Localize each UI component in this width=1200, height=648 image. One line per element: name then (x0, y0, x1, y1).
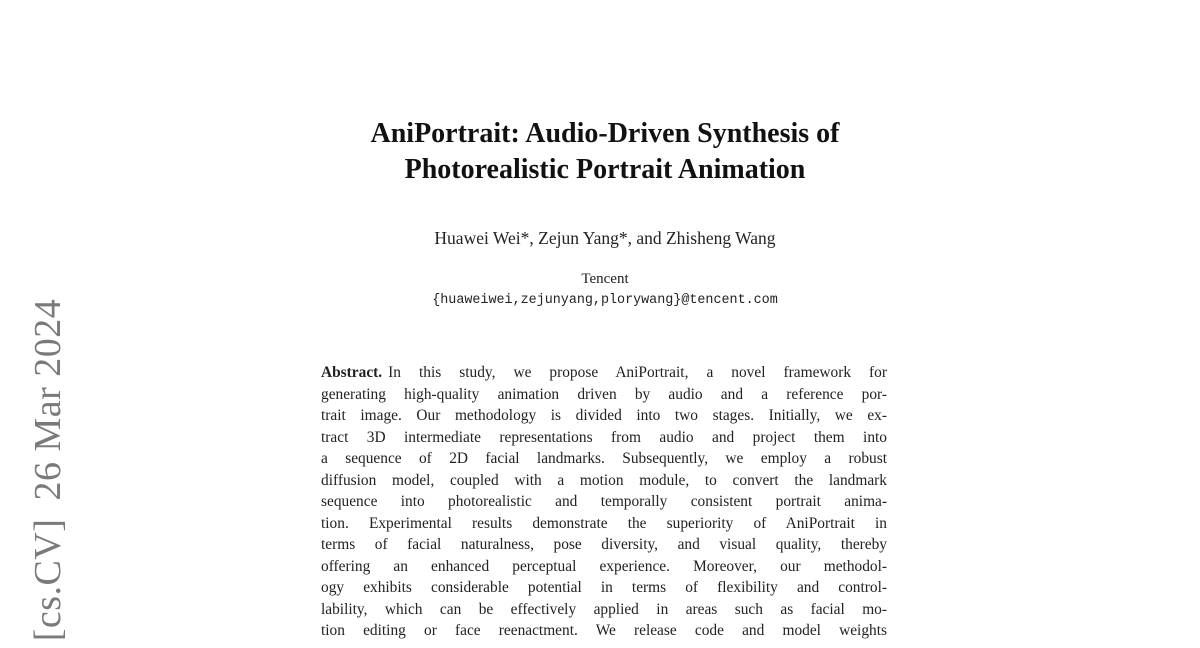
abstract-line: generating high-quality animation driven by audio and a reference por- (321, 385, 887, 403)
abstract-line: terms of facial naturalness, pose diversity, and visual quality, thereby (321, 536, 887, 553)
abstract-line: tion editing or face reenactment. We release code and model weights (321, 622, 887, 639)
arxiv-stamp (26, 299, 70, 642)
abstract (321, 362, 887, 642)
abstract-line: ogy exhibits considerable potential in terms of flexibility and control- (321, 579, 887, 596)
abstract-line: a sequence of 2D facial landmarks. Subsequently, we employ a robust (321, 450, 887, 467)
title-line: Photorealistic Portrait Animation (404, 154, 806, 185)
abstract-line-text: In this study, we propose AniPortrait, a novel framework for (388, 364, 887, 381)
abstract-line: diffusion model, coupled with a motion module, to convert the landmark (321, 471, 887, 489)
author-list: Huawei Wei*, Zejun Yang*, and Zhisheng Wang (434, 228, 776, 248)
abstract-heading: Abstract. (321, 364, 383, 381)
abstract-line: tion. Experimental results demonstrate the superiority of AniPortrait in (321, 514, 887, 532)
abstract-line: tract 3D intermediate representations from audio and project them into (321, 428, 887, 446)
arxiv-date: 26 Mar 2024 (27, 298, 69, 501)
abstract-line: offering an enhanced perceptual experience. Moreover, our methodol- (321, 557, 887, 575)
arxiv-category: [cs.CV] (27, 518, 69, 642)
abstract-line: lability, which can be effectively applied in areas such as facial mo- (321, 600, 887, 618)
title-line: AniPortrait: Audio-Driven Synthesis of (370, 118, 840, 149)
abstract-line: sequence into photorealistic and temporally consistent portrait anima- (321, 493, 887, 510)
paper-title (320, 116, 890, 188)
author-emails: {huaweiwei,zejunyang,plorywang}@tencent.com (432, 293, 778, 308)
abstract-line (321, 362, 887, 384)
abstract-line: trait image. Our methodology is divided into two stages. Initially, we ex- (321, 407, 887, 424)
affiliation: Tencent (581, 271, 629, 287)
